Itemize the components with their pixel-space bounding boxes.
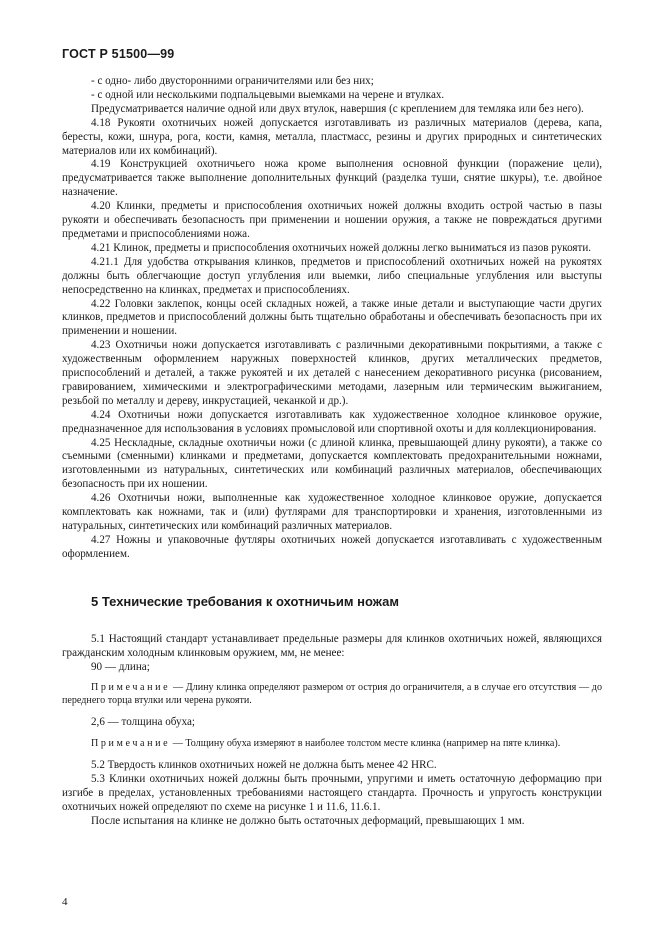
note-label: Примечание [91,682,171,694]
thickness-requirement: 2,6 — толщина обуха; [91,716,195,729]
paragraph-4-26: 4.26 Охотничьи ножи, выполненные как художественное холодное клинковое оружие, допускается комплектовать как ножнами, так и (или) футлярами для транспортировки и хранения, изготовленными из натуральных, синтетических или комбинаций различных материалов. [62,492,602,532]
paragraph-4-18: 4.18 Рукояти охотничьих ножей допускается изготавливать из различных материалов (дерева, капа, бересты, кожи, шнура, рога, кости, камня, металла, пластмасс, резины и других природных и синтетических материалов или их комбинаций). [62,116,602,157]
paragraph-4-24: 4.24 Охотничьи ножи допускается изготавливать как художественное холодное клинковое оружие, предназначенное для использования в условиях промысловой или спортивной охоты и для коллекционирования. [62,408,602,435]
paragraph-deformation: После испытания на клинке не должно быть остаточных деформаций, превышающих 1 мм. [91,814,525,827]
length-requirement: 90 — длина; [91,660,150,673]
note-spine-thickness [62,737,602,750]
list-item: - с одной или несколькими подпальцевыми выемками на черене и втулках. [91,88,445,101]
paragraph-4-27: 4.27 Ножны и упаковочные футляры охотничьих ножей допускается изготавливать с художественным оформлением. [62,533,602,560]
paragraph-5-2: 5.2 Твердость клинков охотничьих ножей не должна быть менее 42 HRC. [91,759,437,772]
paragraph-4-25: 4.25 Нескладные, складные охотничьи ножи (с длиной клинка, превышающей длину рукояти), а также со съемными (сменными) клинками и предметами, допускается комплектовать предохранительными ножнами, изготовленными из натуральных, синтетических или комбинаций различных материалов, обеспечивающих безопасность при их ношении. [62,436,602,491]
note-blade-length [62,681,602,707]
paragraph-5-1: 5.1 Настоящий стандарт устанавливает предельные размеры для клинков охотничьих ножей, являющихся гражданским холодным клинковым оружием, мм, не менее: [62,632,602,659]
list-item: - с одно- либо двусторонними ограничителями или без них; [91,75,374,87]
paragraph: Предусматривается наличие одной или двух втулок, навершия (с креплением для темляка или без него). [91,102,584,115]
paragraph-4-21-1: 4.21.1 Для удобства открывания клинков, предметов и приспособлений охотничьих ножей на рукоятях должны быть облегчающие доступ углубления или выемки, либо специальные углубления или выступы непосредственно на клинках, предметах и приспособлениях. [62,255,602,296]
paragraph-4-22: 4.22 Головки заклепок, концы осей складных ножей, а также иные детали и выступающие части других клинков, предметов и приспособлений должны быть тщательно обработаны и обеспечивать безопасность при их применении и ношении. [62,297,602,338]
paragraph-4-20: 4.20 Клинки, предметы и приспособления охотничьих ножей должны входить острой частью в пазы рукояти и обеспечивать безопасность при применении и ношении оружия, а также не повреждаться другими предметами и приспособлениями ножа. [62,200,602,240]
page-number: 4 [62,896,68,908]
section-title: 5 Технические требования к охотничьим ножам [91,593,399,609]
page-body [62,75,602,829]
note-text: — Длину клинка определяют размером от острия до ограничителя, а в случае его отсутствия — до переднего торца втулки или черена рукояти. [62,682,602,707]
note-label: Примечание [91,738,171,750]
paragraph-4-23: 4.23 Охотничьи ножи допускается изготавливать с различными декоративными покрытиями, а также с художественным оформлением наружных поверхностей клинков, других металлических предметов, приспособлений и деталей, а также рукоятей и их деталей с нанесением декоративного рисунка (рисованием, гравированием, химическими и электрографическими методами, лазерным или термическим выжиганием, резьбой по металлу и дереву, инкрустацией, чеканкой и др.). [62,339,602,407]
note-text: — Толщину обуха измеряют в наиболее толстом месте клинка (например на пяте клинка). [170,738,561,750]
page-header: ГОСТ Р 51500—99 [62,47,175,61]
paragraph-4-19: 4.19 Конструкцией охотничьего ножа кроме выполнения основной функции (поражение цели), предусматривается также выполнение дополнительных функций (разделка туши, снятие шкуры), т.е. двойное назначение. [62,158,602,199]
paragraph-4-21: 4.21 Клинок, предметы и приспособления охотничьих ножей должны легко выниматься из пазов рукояти. [91,241,592,254]
paragraph-5-3: 5.3 Клинки охотничьих ножей должны быть прочными, упругими и иметь остаточную деформацию при изгибе в пределах, установленных требованиями настоящего стандарта. Прочность и упругость конструкции охотничьих ножей определяют по схеме на рисунке 1 и 11.6, 11.6.1. [62,773,602,814]
